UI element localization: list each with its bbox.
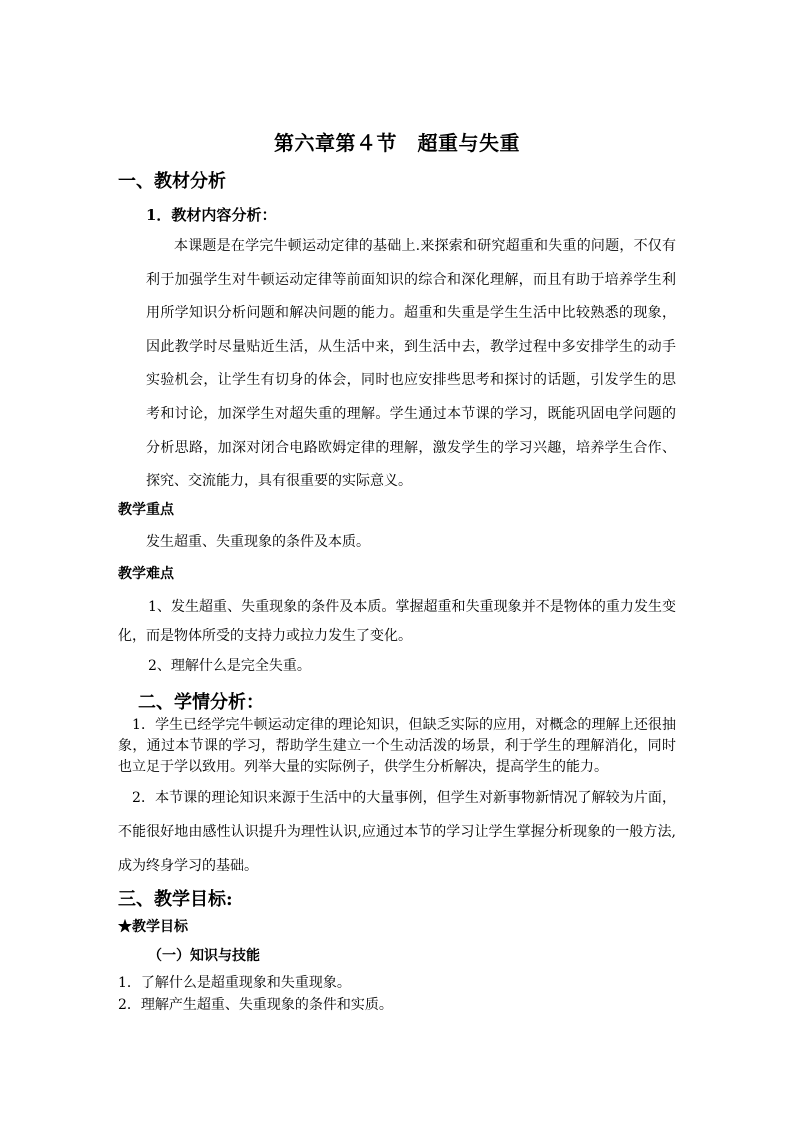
goal-item-2: 2．理解产生超重、失重现象的条件和实质。 [118, 997, 393, 1013]
key-points-label: 教学重点 [118, 502, 174, 518]
difficulty-item-2: 2、理解什么是完全失重。 [148, 658, 311, 674]
key-points-text: 发生超重、失重现象的条件及本质。 [146, 534, 370, 550]
page-title: 第六章第４节 超重与失重 [274, 131, 520, 155]
goal-item-1: 1．了解什么是超重现象和失重现象。 [118, 975, 351, 991]
section-1-heading: 一、教材分析 [118, 171, 226, 192]
section-2-item-2: 2．本节课的理论知识来源于生活中的大量事例，但学生对新事物新情况了解较为片面，不能很好地由感性认识提升为理性认识,应通过本节的学习让学生掌握分析现象的一般方法,成为终身学习的基础。 [118, 790, 676, 874]
section-2-item-1: 1．学生已经学完牛顿运动定律的理论知识，但缺乏实际的应用，对概念的理解上还很抽象，通过本节课的学习，帮助学生建立一个生动活泼的场景，利于学生的理解消化，同时也立足于学以致用。列举大量的实际例子，供学生分析解决，提高学生的能力。 [118, 717, 676, 775]
difficulties-label: 教学难点 [118, 566, 174, 582]
section-1-subheading: 1．教材内容分析： [146, 206, 277, 224]
section-3-heading: 三、教学目标: [118, 889, 233, 910]
goal-label: ★教学目标 [118, 919, 188, 935]
knowledge-skills-label: （一）知识与技能 [148, 948, 260, 964]
difficulty-item-1: 1、发生超重、失重现象的条件及本质。掌握超重和失重现象并不是物体的重力发生变化，而是物体所受的支持力或拉力发生了变化。 [118, 599, 676, 644]
section-2-heading: 二、学情分析： [138, 692, 264, 713]
section-1-paragraph: 本课题是在学完牛顿运动定律的基础上.来探索和研究超重和失重的问题，不仅有利于加强学生对牛顿运动定律等前面知识的综合和深化理解，而且有助于培养学生利用所学知识分析问题和解决问题的能力。超重和失重是学生生活中比较熟悉的现象，因此教学时尽量贴近生活，从生活中来，到生活中去，教学过程中多安排学生的动手实验机会，让学生有切身的体会，同时也应安排些思考和探讨的话题，引发学生的思考和讨论，加深学生对超失重的理解。学生通过本节课的学习，既能巩固电学问题的分析思路，加深对闭合电路欧姆定律的理解，激发学生的学习兴趣，培养学生合作、探究、交流能力，具有很重要的实际意义。 [146, 238, 676, 490]
